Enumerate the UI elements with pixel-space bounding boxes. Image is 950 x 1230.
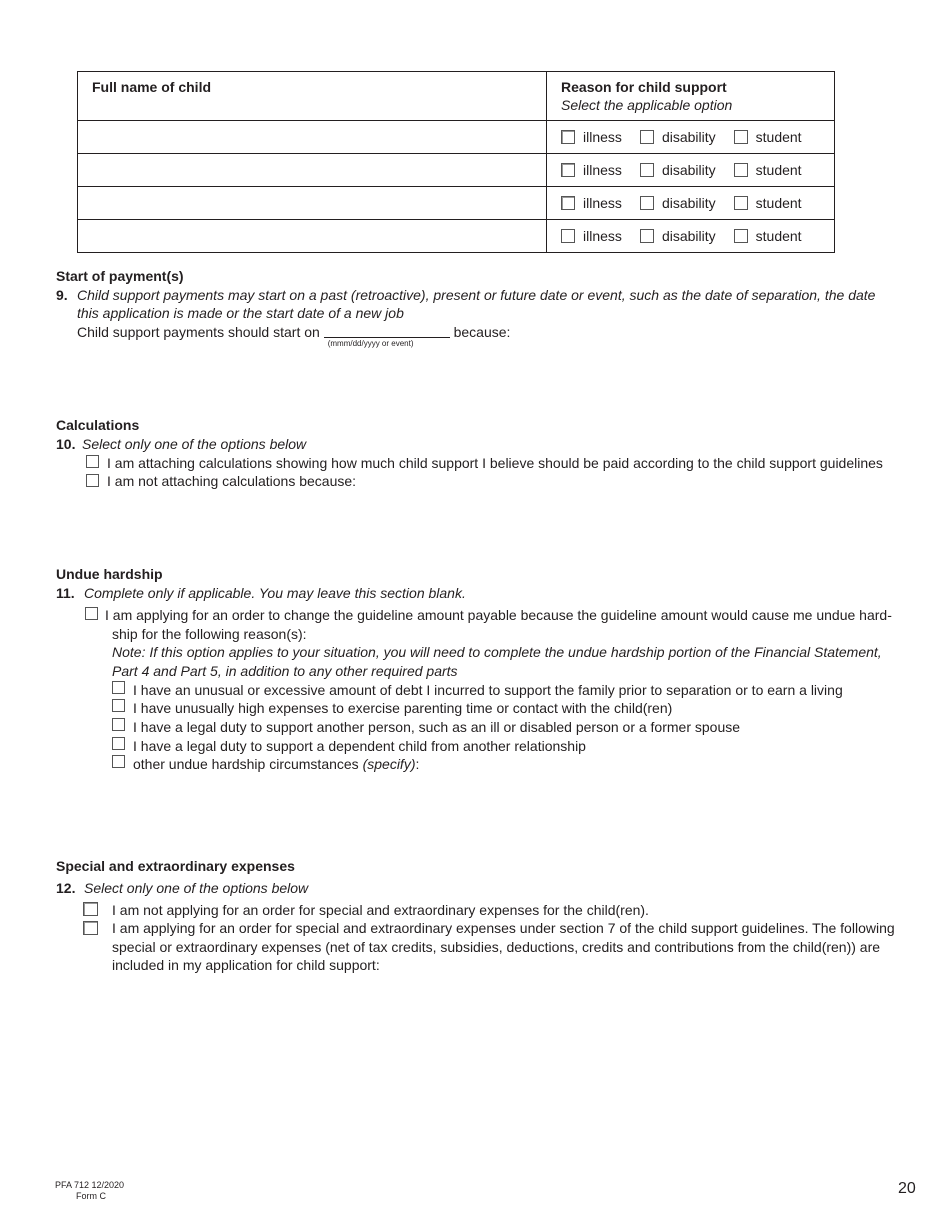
start-payment-instruction-1: Child support payments may start on a past (retroactive), present or future date or event, such as the date of separation, the date bbox=[77, 287, 876, 303]
student-checkbox[interactable] bbox=[734, 130, 748, 144]
illness-label: illness bbox=[583, 162, 622, 178]
disability-label: disability bbox=[661, 228, 716, 244]
student-label: student bbox=[755, 228, 802, 244]
disability-checkbox[interactable] bbox=[640, 163, 654, 177]
hardship-legal-duty-person-checkbox[interactable] bbox=[112, 718, 125, 731]
illness-checkbox[interactable] bbox=[561, 130, 575, 144]
illness-label: illness bbox=[583, 228, 622, 244]
hardship-other-text: other undue hardship circumstances bbox=[133, 756, 359, 772]
header-reason bbox=[547, 72, 835, 121]
hardship-dependent-child-checkbox[interactable] bbox=[112, 737, 125, 750]
hardship-other-specify: (specify) bbox=[362, 756, 416, 772]
hardship-instruction: Complete only if applicable. You may leave this section blank. bbox=[84, 585, 466, 601]
start-payment-prompt bbox=[77, 324, 511, 348]
disability-label: disability bbox=[661, 129, 716, 145]
hardship-apply-checkbox[interactable] bbox=[85, 607, 98, 620]
start-payment-title: Start of payment(s) bbox=[56, 268, 184, 284]
special-option-2-line-3: included in my application for child support: bbox=[112, 957, 380, 973]
child-name-input[interactable] bbox=[78, 187, 547, 220]
special-title: Special and extraordinary expenses bbox=[56, 858, 295, 874]
student-checkbox[interactable] bbox=[734, 229, 748, 243]
table-row bbox=[78, 121, 835, 154]
start-prompt-after: because: bbox=[453, 324, 511, 340]
calculations-instruction: Select only one of the options below bbox=[82, 436, 307, 452]
child-name-input[interactable] bbox=[78, 121, 547, 154]
start-date-input[interactable] bbox=[324, 325, 450, 348]
illness-checkbox[interactable] bbox=[561, 196, 575, 210]
start-date-caption: (mmm/dd/yyyy or event) bbox=[327, 339, 414, 348]
calculations-option-2: I am not attaching calculations because: bbox=[107, 473, 357, 489]
disability-checkbox[interactable] bbox=[640, 130, 654, 144]
special-option-2-line-1: I am applying for an order for special and extraordinary expenses under section 7 of the child support guidelines. The following bbox=[112, 920, 895, 936]
header-full-name: Full name of child bbox=[78, 72, 547, 121]
hardship-reason-legal-duty-person: I have a legal duty to support another person, such as an ill or disabled person or a former spouse bbox=[133, 719, 741, 735]
hardship-parenting-checkbox[interactable] bbox=[112, 699, 125, 712]
item-number-9: 9. bbox=[56, 287, 68, 303]
hardship-reason-dependent-child: I have a legal duty to support a dependent child from another relationship bbox=[133, 738, 586, 754]
disability-checkbox[interactable] bbox=[640, 196, 654, 210]
item-number-11: 11. bbox=[56, 585, 75, 601]
item-number-10: 10. bbox=[56, 436, 76, 452]
student-checkbox[interactable] bbox=[734, 196, 748, 210]
children-table bbox=[77, 71, 835, 253]
hardship-title: Undue hardship bbox=[56, 566, 163, 582]
table-row bbox=[78, 154, 835, 187]
applying-special-checkbox[interactable] bbox=[83, 921, 98, 935]
child-name-input[interactable] bbox=[78, 154, 547, 187]
child-name-input[interactable] bbox=[78, 220, 547, 253]
form-name: Form C bbox=[76, 1191, 106, 1201]
illness-label: illness bbox=[583, 129, 622, 145]
disability-checkbox[interactable] bbox=[640, 229, 654, 243]
hardship-debt-checkbox[interactable] bbox=[112, 681, 125, 694]
hardship-reason-parenting: I have unusually high expenses to exercise parenting time or contact with the child(ren) bbox=[133, 700, 673, 716]
attaching-calculations-checkbox[interactable] bbox=[86, 455, 99, 468]
form-code: PFA 712 12/2020 bbox=[55, 1180, 125, 1190]
header-reason-note: Select the applicable option bbox=[561, 97, 733, 113]
special-option-2-line-2: special or extraordinary expenses (net of tax credits, subsidies, deductions, credits and contributions from the child(ren)) are bbox=[112, 939, 881, 955]
hardship-other-checkbox[interactable] bbox=[112, 755, 125, 768]
student-label: student bbox=[755, 195, 802, 211]
table-row bbox=[78, 187, 835, 220]
hardship-main-line-1: I am applying for an order to change the guideline amount payable because the guideline amount would cause me undue hard- bbox=[105, 607, 892, 623]
student-label: student bbox=[755, 162, 802, 178]
special-option-1: I am not applying for an order for special and extraordinary expenses for the child(ren). bbox=[112, 902, 649, 918]
disability-label: disability bbox=[661, 162, 716, 178]
not-attaching-calculations-checkbox[interactable] bbox=[86, 474, 99, 487]
hardship-other-colon: : bbox=[415, 756, 420, 772]
hardship-other bbox=[133, 756, 419, 772]
start-payment-instruction-2: this application is made or the start date of a new job bbox=[77, 305, 404, 321]
student-checkbox[interactable] bbox=[734, 163, 748, 177]
page-number: 20 bbox=[898, 1180, 916, 1197]
not-applying-special-checkbox[interactable] bbox=[83, 902, 98, 916]
calculations-title: Calculations bbox=[56, 417, 140, 433]
student-label: student bbox=[755, 129, 802, 145]
item-number-12: 12. bbox=[56, 880, 76, 896]
special-instruction: Select only one of the options below bbox=[84, 880, 309, 896]
illness-label: illness bbox=[583, 195, 622, 211]
illness-checkbox[interactable] bbox=[561, 229, 575, 243]
hardship-main-line-2: ship for the following reason(s): bbox=[112, 626, 307, 642]
hardship-note-line-1: Note: If this option applies to your situation, you will need to complete the undue hardship portion of the Financial Statement, bbox=[112, 644, 882, 660]
header-reason-title: Reason for child support bbox=[561, 79, 727, 95]
disability-label: disability bbox=[661, 195, 716, 211]
calculations-option-1: I am attaching calculations showing how much child support I believe should be paid according to the child support guidelines bbox=[107, 455, 883, 471]
table-row bbox=[78, 220, 835, 253]
hardship-reason-debt: I have an unusual or excessive amount of debt I incurred to support the family prior to separation or to earn a living bbox=[133, 682, 843, 698]
hardship-note-line-2: Part 4 and Part 5, in addition to any other required parts bbox=[112, 663, 458, 679]
start-prompt-before: Child support payments should start on bbox=[77, 324, 320, 340]
illness-checkbox[interactable] bbox=[561, 163, 575, 177]
